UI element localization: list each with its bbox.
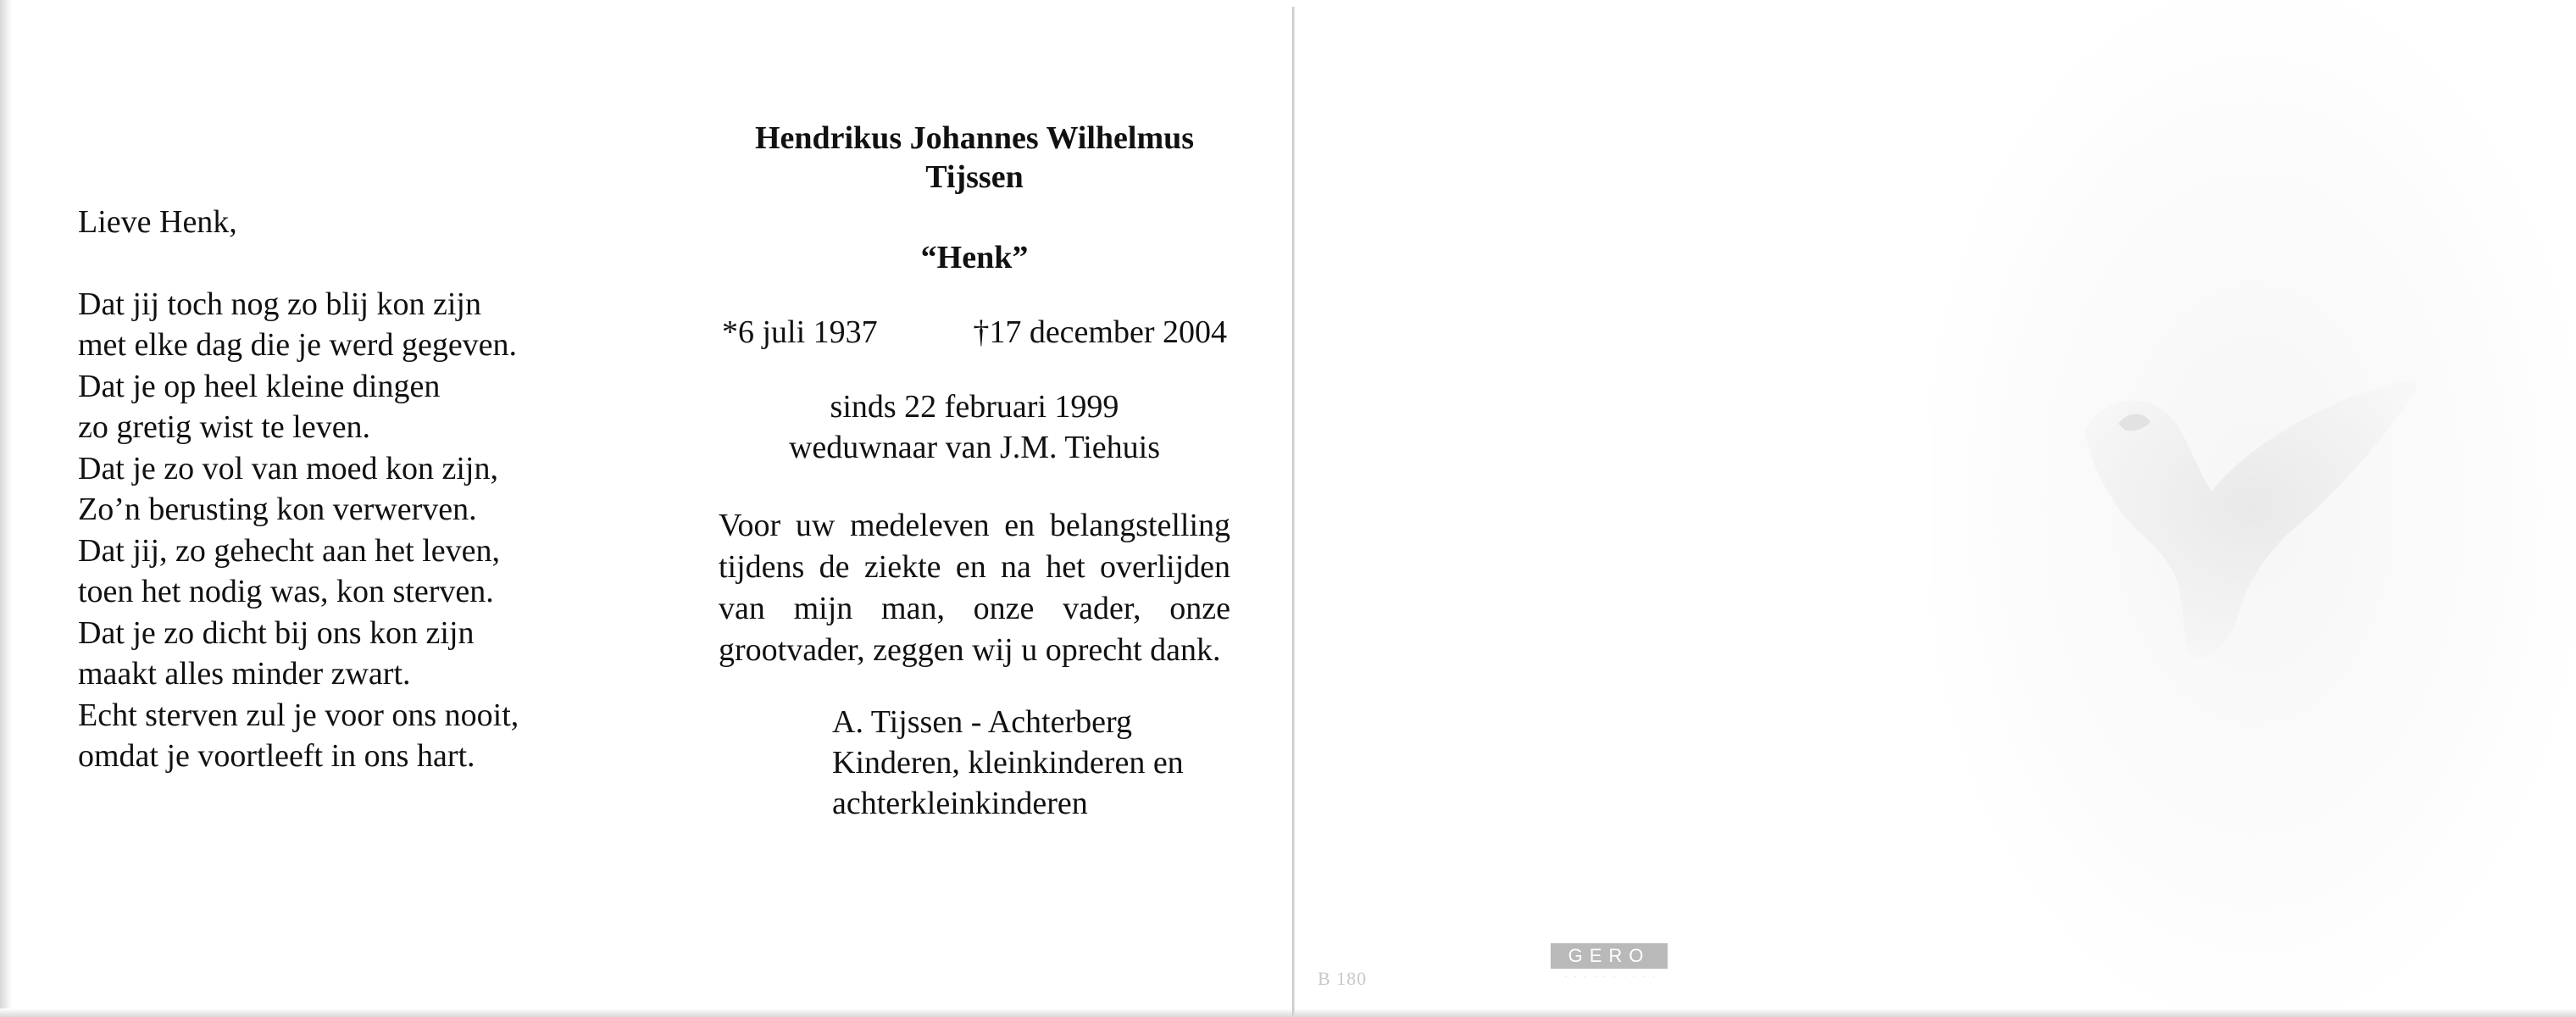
deceased-nickname: “Henk” — [920, 240, 1029, 275]
since-date: sinds 22 februari 1999 — [830, 389, 1119, 425]
publisher-logo: GERO — [1551, 943, 1668, 969]
poem-salutation: Lieve Henk, — [78, 204, 237, 240]
signature-line: A. Tijssen - Achterberg — [832, 704, 1132, 740]
life-dates — [719, 312, 1230, 353]
death-date: †17 december 2004 — [973, 314, 1227, 350]
signature-line: achterkleinkinderen — [832, 786, 1088, 821]
widower-note — [719, 386, 1230, 468]
poem-line: Dat je op heel kleine dingen — [78, 368, 441, 404]
signature-block — [832, 702, 1230, 824]
dove-icon — [2068, 364, 2423, 670]
poem-line: toen het nodig was, kon sterven. — [78, 574, 494, 609]
poem-line: zo gretig wist te leven. — [78, 409, 371, 445]
poem-line: Dat jij toch nog zo blij kon zijn — [78, 286, 481, 322]
product-code: B 180 — [1318, 968, 1368, 989]
signature-line: Kinderen, kleinkinderen en — [832, 745, 1184, 781]
poem-line: met elke dag die je werd gegeven. — [78, 327, 518, 363]
logo-underline: · · · · · · · · · · — [1564, 972, 1657, 981]
poem-line: Dat je zo dicht bij ons kon zijn — [78, 614, 475, 651]
poem-line: Zo’n berusting kon verwerven. — [78, 492, 477, 527]
poem-line: maakt alles minder zwart. — [78, 656, 411, 692]
memorial-poem — [78, 202, 637, 777]
poem-line: Dat jij, zo gehecht aan het leven, — [78, 532, 501, 569]
poem-line: Echt sterven zul je voor ons nooit, — [78, 697, 519, 733]
name-surname: Tijssen — [925, 159, 1024, 195]
name-first-line: Hendrikus Johannes Wilhelmus — [754, 120, 1195, 156]
deceased-full-name — [719, 119, 1230, 197]
poem-line: Dat je zo vol van moed kon zijn, — [78, 450, 498, 486]
thanks-paragraph: Voor uw medeleven en belangstelling tijdens de ziekte en na het overlijden van mijn man, onze vader, onze grootvader, zeggen wij u oprecht dank. — [719, 508, 1230, 668]
poem-line: omdat je voortleeft in ons hart. — [78, 738, 475, 774]
widower-of: weduwnaar van J.M. Tiehuis — [788, 430, 1161, 465]
birth-date: *6 juli 1937 — [722, 314, 878, 350]
memorial-notice — [719, 119, 1230, 824]
